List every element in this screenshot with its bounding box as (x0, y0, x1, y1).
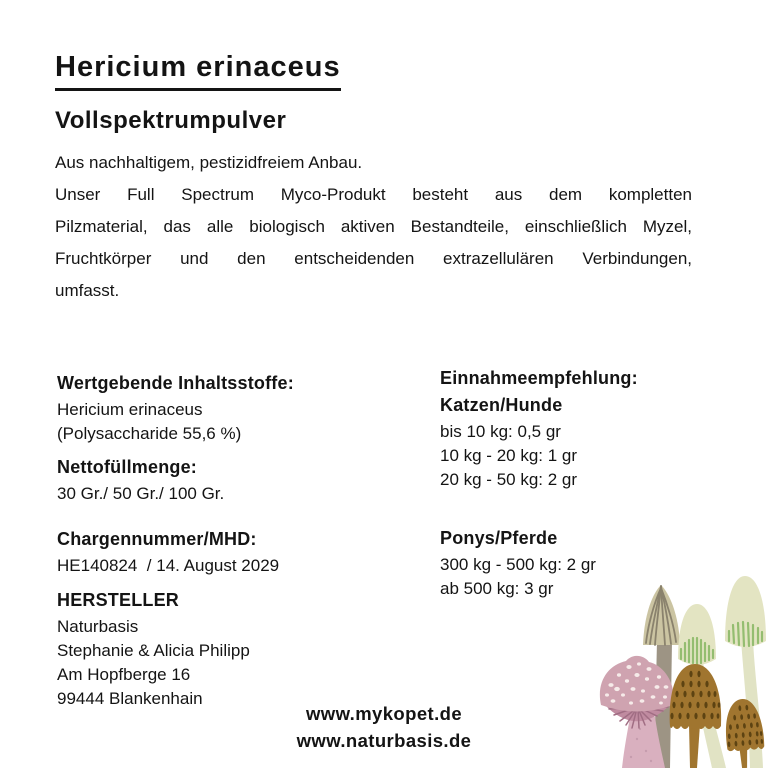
intro-line: Pilzmaterial, das alle biologisch aktiven Bestandteile, einschließlich Myzel, (55, 217, 692, 236)
batch-section (57, 527, 407, 578)
ponies-horses-line: 300 kg - 500 kg: 2 gr (440, 555, 596, 574)
product-subtitle: Vollspektrumpulver (55, 107, 287, 134)
manufacturer-line: 99444 Blankenhain (57, 689, 203, 708)
cats-dogs-line: bis 10 kg: 0,5 gr (440, 422, 561, 441)
manufacturer-heading: HERSTELLER (57, 590, 180, 610)
batch-value: HE140824 / 14. August 2029 (57, 556, 280, 575)
intro-paragraph (55, 147, 692, 307)
ingredients-section (57, 371, 407, 446)
intro-line: Unser Full Spectrum Myco-Produkt besteht aus dem kompletten (55, 185, 692, 204)
cats-dogs-line: 20 kg - 50 kg: 2 gr (440, 470, 578, 489)
url-naturbasis: www.naturbasis.de (296, 730, 472, 751)
ingredients-heading: Wertgebende Inhaltsstoffe: (57, 373, 294, 393)
manufacturer-line: Naturbasis (57, 617, 139, 636)
batch-heading: Chargennummer/MHD: (57, 529, 257, 549)
ponies-horses-line: ab 500 kg: 3 gr (440, 579, 554, 598)
ponies-horses-heading: Ponys/Pferde (440, 528, 558, 548)
intro-line: Aus nachhaltigem, pestizidfreiem Anbau. (55, 153, 363, 172)
mushroom-illustration (593, 561, 768, 768)
net-weight-heading: Nettofüllmenge: (57, 457, 197, 477)
cats-dogs-line: 10 kg - 20 kg: 1 gr (440, 446, 578, 465)
product-title: Hericium erinaceus (55, 52, 341, 91)
manufacturer-section (57, 588, 407, 711)
intro-line: Fruchtkörper und den entscheidenden extrazellulären Verbindungen, (55, 249, 692, 268)
cats-dogs-heading: Katzen/Hunde (440, 395, 563, 415)
intro-line: umfasst. (55, 281, 120, 300)
ingredients-line: (Polysaccharide 55,6 %) (57, 424, 242, 443)
manufacturer-line: Am Hopfberge 16 (57, 665, 191, 684)
net-weight-section (57, 455, 407, 506)
dosage-heading: Einnahmeempfehlung: (440, 368, 638, 388)
net-weight-value: 30 Gr./ 50 Gr./ 100 Gr. (57, 484, 225, 503)
manufacturer-line: Stephanie & Alicia Philipp (57, 641, 250, 660)
url-mykopet: www.mykopet.de (305, 703, 463, 724)
ingredients-line: Hericium erinaceus (57, 400, 203, 419)
